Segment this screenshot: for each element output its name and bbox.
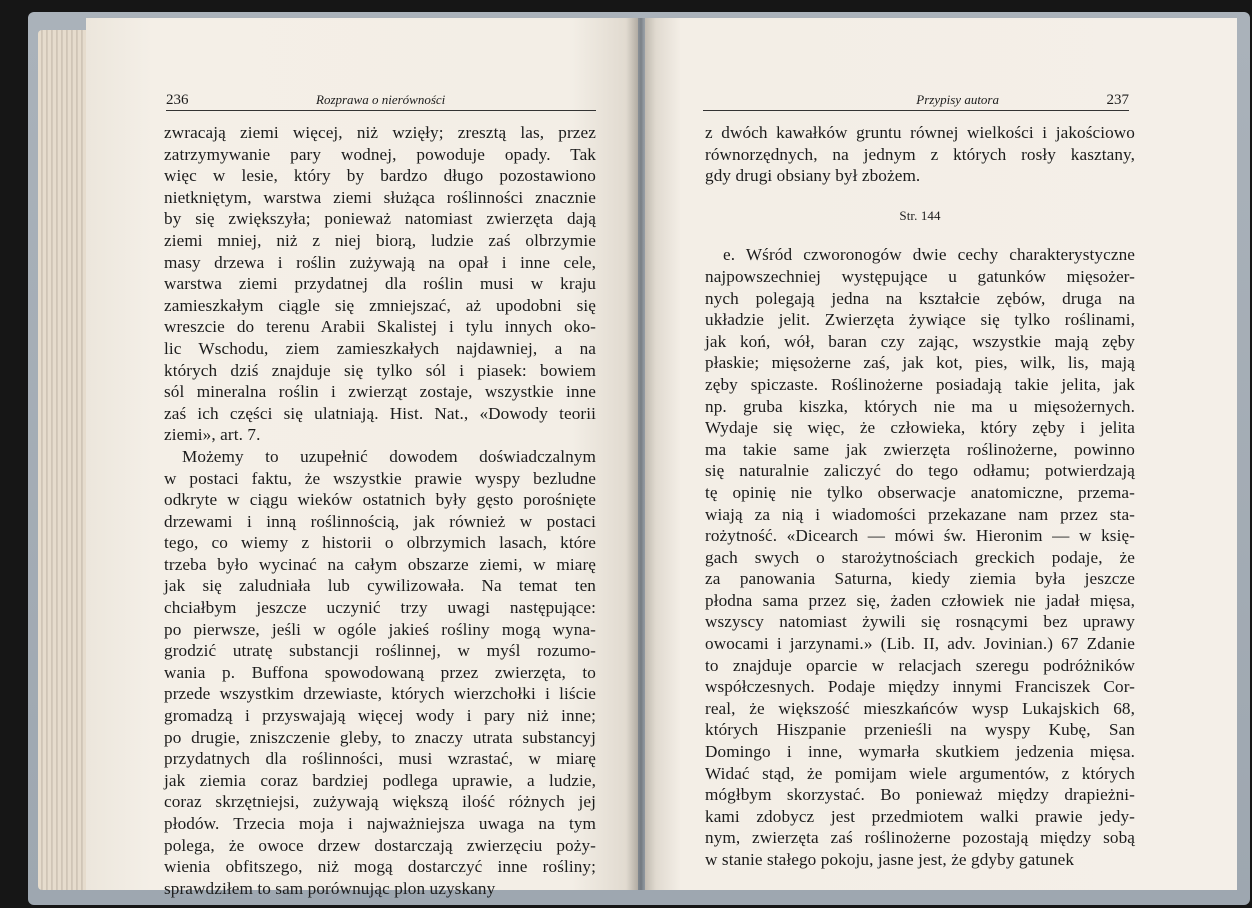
text-line: to znajduje oparcie w relacjach szeregu podróżników xyxy=(705,655,1135,675)
text-line: za panowania Saturna, kiedy ziemia była jeszcze xyxy=(705,569,1135,589)
text-line: równorzędnych, na jednym z których rosły kasztany, xyxy=(705,144,1135,164)
left-page xyxy=(86,18,638,898)
text-line: sól mineralna roślin i zwierząt zostaje, wszystkie inne xyxy=(164,382,596,402)
text-line: zaś ich części się ulatniają. Hist. Nat., «Dowody teorii xyxy=(164,403,596,423)
right-page xyxy=(645,18,1237,890)
text-line: po drugie, zniszczenie gleby, to znaczy utrata substancyj xyxy=(164,727,596,747)
text-line: zatrzymywanie pary wodnej, powoduje opady. Tak xyxy=(164,144,596,164)
text-line: zęby spiczaste. Roślinożerne posiadają takie jelita, jak xyxy=(705,374,1135,394)
text-line: sprawdziłem to sam porównując plon uzyskany xyxy=(164,878,496,898)
text-line: wreszcie do terenu Arabii Skalistej i tylu innych oko- xyxy=(164,317,596,337)
text-line: przydatnych dla roślinności, musi wzrastać, w miarę xyxy=(164,749,596,769)
text-line: real, że większość mieszkańców wysp Lukajskich 68, xyxy=(705,698,1135,718)
text-line: Wydaje się więc, że człowieka, który zęby i jelita xyxy=(705,418,1135,438)
text-line: Widać stąd, że pomijam wiele argumentów, z których xyxy=(705,763,1135,783)
left-page-number: 236 xyxy=(166,92,189,108)
text-line: tę opinię nie tylko obserwacje anatomiczne, przema- xyxy=(705,482,1135,502)
text-line: płodna sama przez się, żaden człowiek nie jadał mięsa, xyxy=(705,590,1135,610)
text-line: rożytność. «Dicearch — mówi św. Hieronim — w księ- xyxy=(705,526,1135,546)
book-gutter xyxy=(626,18,656,890)
text-line: nietkniętym, warstwa ziemi służąca roślinności znacznie xyxy=(164,187,596,207)
text-line: trzeba było wycinać na całym obszarze ziemi, w miarę xyxy=(164,554,596,574)
text-line: się naturalnie zaliczyć do tego odłamu; potwierdzają xyxy=(705,461,1135,481)
text-line: jak koń, wół, baran czy zając, wszystkie mają zęby xyxy=(705,331,1135,351)
text-line: polega, że owoce drzew dostarczają zwierzęciu poży- xyxy=(164,835,596,855)
text-line: masy drzewa i roślin zużywają na opał i inne cele, xyxy=(164,252,596,272)
text-line: po pierwsze, jeśli w ogóle jakieś rośliny mogą wyna- xyxy=(164,619,596,639)
text-line: w stanie stałego pokoju, jasne jest, że gdyby gatunek xyxy=(705,850,1075,869)
text-line: wszyscy natomiast żywili się rosnącymi bez uprawy xyxy=(705,612,1135,632)
right-page-number: 237 xyxy=(1106,92,1129,108)
text-line: jak się zaludniała lub cywilizowała. Na temat ten xyxy=(164,576,596,596)
text-line: warstwa ziemi przydatnej dla roślin musi w kraju xyxy=(164,274,596,294)
text-line: lic Wschodu, ziem zamieszkałych najdawniej, a na xyxy=(164,338,596,358)
text-line: wiają za nią i wiadomości przekazane nam przez sta- xyxy=(705,504,1135,524)
text-line: w postaci faktu, że wszystkie prawie wyspy bezludne xyxy=(164,468,596,488)
text-line: jak ziemia coraz bardziej podlega uprawie, a ludzie, xyxy=(164,770,596,790)
text-line: układzie jelit. Zwierzęta żywiące się tylko roślinami, xyxy=(705,310,1135,330)
text-line: drzewami i inną roślinnością, jak również w postaci xyxy=(164,511,596,531)
text-line: e. Wśród czworonogów dwie cechy charakterystyczne xyxy=(723,245,1135,265)
text-line: gdy drugi obsiany był zbożem. xyxy=(705,166,921,186)
text-line: coraz skrzętniejsi, zużywają większą ilość różnych jej xyxy=(164,792,596,812)
text-line: odkryte w ciągu wieków ostatnich były gęsto porośnięte xyxy=(164,490,596,510)
text-line: wania p. Buffona spowodowaną przez zwierzęta, to xyxy=(164,662,596,682)
text-line: płaskie; mięsożerne zaś, jak kot, pies, wilk, lis, mają xyxy=(705,353,1135,373)
right-running-title: Przypisy autora xyxy=(916,92,999,107)
text-line: płodów. Trzecia moja i najważniejsza uwaga na tym xyxy=(164,814,596,833)
text-line: kami zdobycz jest przedmiotem walki prawie jedy- xyxy=(705,806,1135,826)
text-line: gach swych o starożytnościach greckich podaje, że xyxy=(705,547,1135,567)
right-page-header xyxy=(703,88,1129,111)
text-line: najpowszechniej występujące u gatunków mięsożer- xyxy=(705,266,1135,286)
text-line: Domingo i inne, wymarła skutkiem jedzenia mięsa. xyxy=(705,742,1135,762)
left-page-text xyxy=(164,122,596,899)
text-line: grodzić utratę substancji roślinnej, w myśl rozumo- xyxy=(164,641,596,661)
text-line: owocami i jarzynami.» (Lib. II, adv. Jovinian.) 67 Zdanie xyxy=(705,634,1135,654)
text-line: nym, zwierzęta zaś roślinożerne pozostają między sobą xyxy=(705,828,1135,848)
text-line: gromadzą i przyswajają więcej wody i pary niż inne; xyxy=(164,706,596,726)
text-line: tego, co wiemy z historii o olbrzymich lasach, które xyxy=(164,533,596,553)
left-page-header xyxy=(166,88,596,111)
text-line: ziemi», art. 7. xyxy=(164,425,261,445)
left-running-title: Rozprawa o nierówności xyxy=(316,92,446,107)
text-line: współczesnych. Podaje między innymi Franciszek Cor- xyxy=(705,677,1135,697)
text-line: nych polegają jedna na kształcie zębów, druga na xyxy=(705,288,1135,308)
text-line: z dwóch kawałków gruntu równej wielkości i jakościowo xyxy=(705,123,1135,142)
text-line: których dziś znajduje się tylko sól i piasek: bowiem xyxy=(164,360,596,380)
section-reference: Str. 144 xyxy=(899,207,941,223)
text-line: Możemy to uzupełnić dowodem doświadczalnym xyxy=(182,446,596,466)
text-line: chciałbym jeszcze uczynić trzy uwagi następujące: xyxy=(164,598,596,618)
text-line: przede wszystkim drzewiaste, których wierzchołki i liście xyxy=(164,684,596,704)
text-line: ziemi mniej, niż z niej biorą, ludzie zaś olbrzymie xyxy=(164,230,596,250)
text-line: ma takie same jak zwierzęta roślinożerne, powinno xyxy=(705,439,1135,459)
text-line: wienia obfitszego, niż mogą dostarczyć inne rośliny; xyxy=(164,857,596,877)
text-line: np. gruba kiszka, których nie ma u mięsożernych. xyxy=(705,396,1135,416)
text-line: by się zwiększyła; ponieważ natomiast zwierzęta dają xyxy=(164,209,596,229)
text-line: mógłbym skorzystać. Bo ponieważ między drapieżni- xyxy=(705,785,1135,805)
text-line: których Hiszpanie przenieśli na wyspy Kubę, San xyxy=(705,720,1135,740)
text-line: więc w lesie, który by bardzo długo pozostawiono xyxy=(164,166,596,186)
text-line: zamieszkałym ciągle się zmniejszać, aż upodobni się xyxy=(164,295,596,315)
right-page-text xyxy=(705,122,1135,871)
text-line: zwracają ziemi więcej, niż wzięły; zresztą las, przez xyxy=(164,123,596,142)
